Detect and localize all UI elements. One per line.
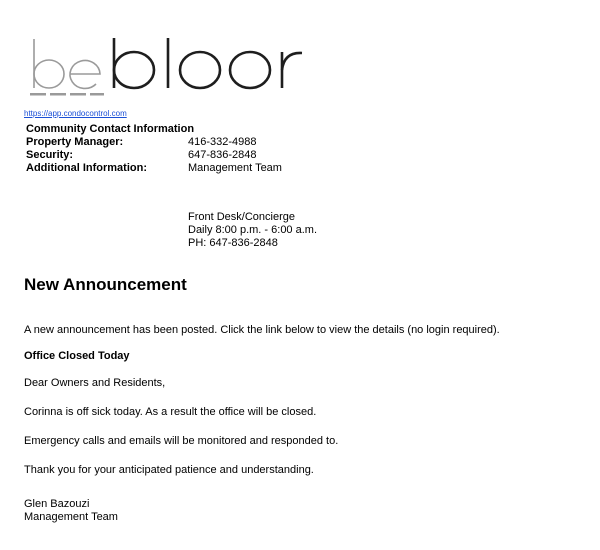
hours-line: Daily 8:00 p.m. - 6:00 a.m.	[188, 224, 317, 236]
contact-row-security	[26, 149, 282, 162]
contact-row-additional-info	[26, 162, 282, 175]
contact-label: Additional Information:	[26, 162, 147, 174]
announcement-greeting: Dear Owners and Residents,	[24, 377, 166, 389]
contact-heading: Community Contact Information	[26, 123, 195, 135]
bebloor-logo	[30, 36, 320, 100]
phone-line: PH: 647-836-2848	[188, 237, 278, 249]
contact-info-table	[26, 123, 282, 175]
announcement-paragraph: Thank you for your anticipated patience and understanding.	[24, 464, 314, 476]
announcement-title: New Announcement	[24, 275, 187, 294]
announcement-subject: Office Closed Today	[24, 350, 130, 362]
signature-name: Glen Bazouzi	[24, 498, 90, 510]
announcement-intro: A new announcement has been posted. Click the link below to view the details (no login required).	[24, 324, 500, 336]
additional-info-details	[188, 211, 317, 250]
contact-value: Management Team	[188, 162, 282, 174]
front-desk-line: Front Desk/Concierge	[188, 211, 295, 223]
condocontrol-link[interactable]: https://app.condocontrol.com	[24, 109, 127, 118]
announcement-paragraph: Emergency calls and emails will be monitored and responded to.	[24, 435, 339, 447]
contact-label: Property Manager:	[26, 136, 124, 148]
contact-value: 647-836-2848	[188, 149, 257, 161]
logo-graphic	[30, 36, 320, 100]
signature-title: Management Team	[24, 511, 118, 523]
contact-label: Security:	[26, 149, 74, 161]
announcement-paragraph: Corinna is off sick today. As a result the office will be closed.	[24, 406, 317, 418]
contact-value: 416-332-4988	[188, 136, 257, 148]
contact-row-property-manager	[26, 136, 282, 149]
